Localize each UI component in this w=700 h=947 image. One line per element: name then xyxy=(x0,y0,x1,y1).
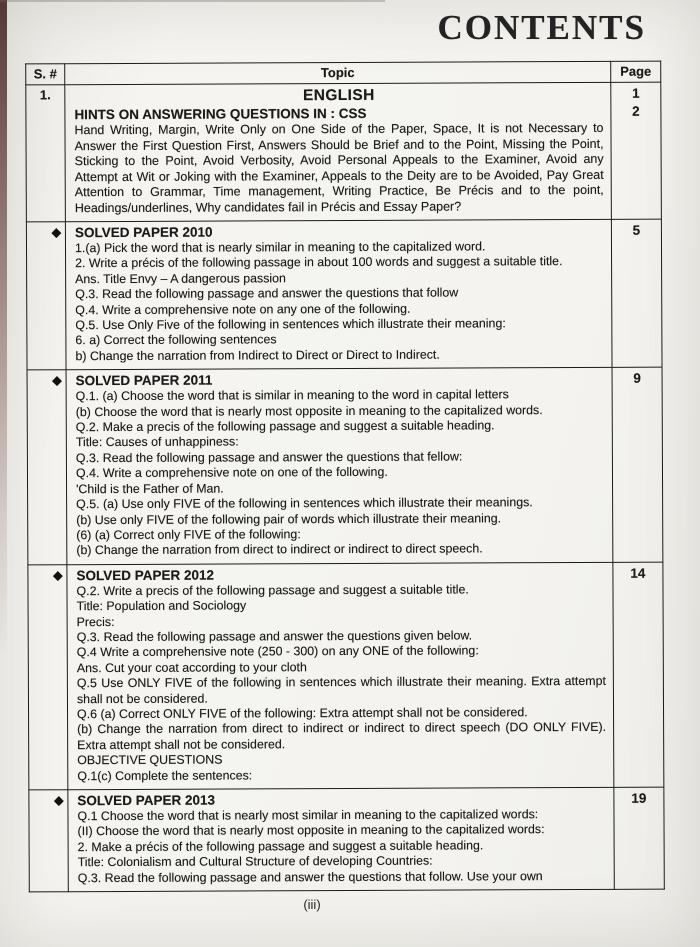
section-heading: SOLVED PAPER 2010 xyxy=(74,224,213,241)
topic-line: 'Child is the Father of Man. xyxy=(76,481,224,496)
topic-line: 2. Make a précis of the following passage and suggest a suitable heading. xyxy=(77,838,484,854)
topic-line: Q.4. Write a comprehensive note on one of the following. xyxy=(75,465,388,481)
topic-line: Q.5. Use Only Five of the following in sentences which illustrate their meaning: xyxy=(75,316,506,333)
topic-line: b) Change the narration from Indirect to Direct or Direct to Indirect. xyxy=(75,347,440,364)
row-page-cell xyxy=(614,787,664,889)
book-spine-shadow xyxy=(0,0,7,660)
topic-line: Title: Colonialism and Cultural Structure of developing Countries: xyxy=(77,853,433,870)
subject-heading: ENGLISH xyxy=(302,86,375,105)
topic-line: Q.6 (a) Correct ONLY FIVE of the following: Extra attempt shall not be considered. xyxy=(77,705,528,722)
topic-line: (b) Change the narration from direct to indirect or indirect to direct speech (DO ONLY FIVE). Extra attempt shall not be considered. xyxy=(77,720,607,752)
header-cell-serial: S. # xyxy=(26,64,65,85)
contents-table xyxy=(25,61,665,893)
row-serial-cell xyxy=(26,85,66,222)
row-page-cell xyxy=(611,219,662,367)
table-row xyxy=(27,367,663,564)
table-row xyxy=(28,562,664,790)
page-number: 9 xyxy=(633,370,641,386)
topic-line: 1.(a) Pick the word that is nearly similar in meaning to the capitalized word. xyxy=(74,239,486,256)
diamond-bullet-icon: ◆ xyxy=(52,373,62,388)
section-heading: HINTS ON ANSWERING QUESTIONS IN : CSS xyxy=(74,105,367,123)
row-serial-number: 1. xyxy=(39,87,51,103)
row-page-cell xyxy=(613,562,664,787)
diamond-bullet-icon: ◆ xyxy=(53,567,63,582)
topic-line: Ans. Title Envy – A dangerous passion xyxy=(75,271,286,286)
topic-line: 2. Write a précis of the following passage in about 100 words and suggest a suitable title. xyxy=(75,254,563,271)
topic-line: (b) Use only FIVE of the following pair of words which illustrate their meaning. xyxy=(76,510,502,527)
topic-line: Q.1(c) Complete the sentences: xyxy=(77,768,253,783)
topic-line: Title: Causes of unhappiness: xyxy=(75,434,239,450)
topic-line: Precis: xyxy=(76,614,115,629)
table-row xyxy=(26,219,662,370)
topic-line: Q.4. Write a comprehensive note on any one of the following. xyxy=(75,301,411,317)
page-number: 14 xyxy=(630,565,646,581)
page-number-footer: (iii) xyxy=(303,897,321,912)
row-serial-cell xyxy=(28,564,68,789)
topic-line: OBJECTIVE QUESTIONS xyxy=(77,752,223,768)
header-cell-topic: Topic xyxy=(65,61,611,84)
scan-edge-shadow xyxy=(0,0,385,2)
page-title: CONTENTS xyxy=(437,8,646,47)
topic-paragraph: Hand Writing, Margin, Write Only on One Side of the Paper, Space, It is not Necessary to Answer the First Question First, Answers Should be Brief and to the Point, Missing the Point, Sticking to the Point, Avoid Verbosity, Avoid Personal Appeals to the Examiner, Avoid any Attempt at Wit or Joking with the Examiner, Appeals to the Deity are to be Avoided, Pay Great Attention to Grammar, Time management, Writing Practice, Be Précis and to the point, Headings/underlines, Why candidates fail in Précis and Essay Paper? xyxy=(74,120,604,215)
topic-line: (6) (a) Correct only FIVE of the following: xyxy=(76,527,301,543)
topic-line: Q.2. Make a precis of the following passage and suggest a suitable heading. xyxy=(75,418,495,435)
topic-line: (b) Change the narration from direct to indirect or indirect to direct speech. xyxy=(76,541,483,558)
topic-line: 6. a) Correct the following sentences xyxy=(75,332,277,348)
header-cell-page: Page xyxy=(611,61,661,82)
topic-line: Q.5. (a) Use only FIVE of the following in sentences which illustrate their meanings. xyxy=(76,495,533,512)
page-number: 1 xyxy=(632,85,640,101)
row-page-cell xyxy=(611,82,662,219)
section-heading: SOLVED PAPER 2013 xyxy=(77,792,216,809)
topic-line: Q.3. Read the following passage and answer the questions that follow xyxy=(75,285,459,302)
table-row xyxy=(29,787,664,892)
row-serial-cell xyxy=(26,222,66,370)
page-number: 5 xyxy=(632,222,641,238)
topic-line: Q.4 Write a comprehensive note (250 - 300) on any ONE of the following: xyxy=(76,643,479,660)
table-row xyxy=(26,82,662,222)
row-topic-cell xyxy=(67,562,614,790)
diamond-bullet-icon: ◆ xyxy=(51,225,61,240)
section-heading: SOLVED PAPER 2011 xyxy=(75,372,213,389)
topic-line: Q.2. Write a precis of the following passage and suggest a suitable title. xyxy=(76,582,469,598)
topic-line: Q.5 Use ONLY FIVE of the following in sentences which illustrate their meaning. Extra attempt shall not be considered. xyxy=(76,674,606,706)
topic-line: (b) Choose the word that is nearly most opposite in meaning to the capitalized words. xyxy=(75,402,543,419)
topic-line: Ans. Cut your coat according to your cloth xyxy=(76,659,307,675)
diamond-bullet-icon: ◆ xyxy=(54,793,64,808)
topic-line: Q.1 Choose the word that is nearly most similar in meaning to the capitalized words: xyxy=(77,807,539,824)
row-topic-cell xyxy=(65,219,612,370)
row-topic-cell xyxy=(65,82,612,221)
row-serial-cell xyxy=(29,790,68,892)
page-number: 19 xyxy=(631,790,647,806)
page-number: 2 xyxy=(632,103,640,119)
row-serial-cell xyxy=(27,370,67,565)
section-heading: SOLVED PAPER 2012 xyxy=(76,567,215,583)
row-topic-cell xyxy=(66,368,613,565)
topic-line: Q.3. Read the following passage and answer the questions that follow. Use your own xyxy=(77,868,543,885)
row-page-cell xyxy=(612,367,663,562)
topic-line: Q.1. (a) Choose the word that is similar in meaning to the word in capital letters xyxy=(75,387,509,404)
table-header-row xyxy=(26,61,661,85)
topic-line: Title: Population and Sociology xyxy=(76,598,247,614)
topic-line: (II) Choose the word that is nearly most opposite in meaning to the capitalized words: xyxy=(77,822,545,839)
row-topic-cell xyxy=(68,787,614,891)
topic-line: Q.3. Read the following passage and answer the questions that fellow: xyxy=(75,449,463,466)
topic-line: Q.3. Read the following passage and answer the questions given below. xyxy=(76,628,473,645)
